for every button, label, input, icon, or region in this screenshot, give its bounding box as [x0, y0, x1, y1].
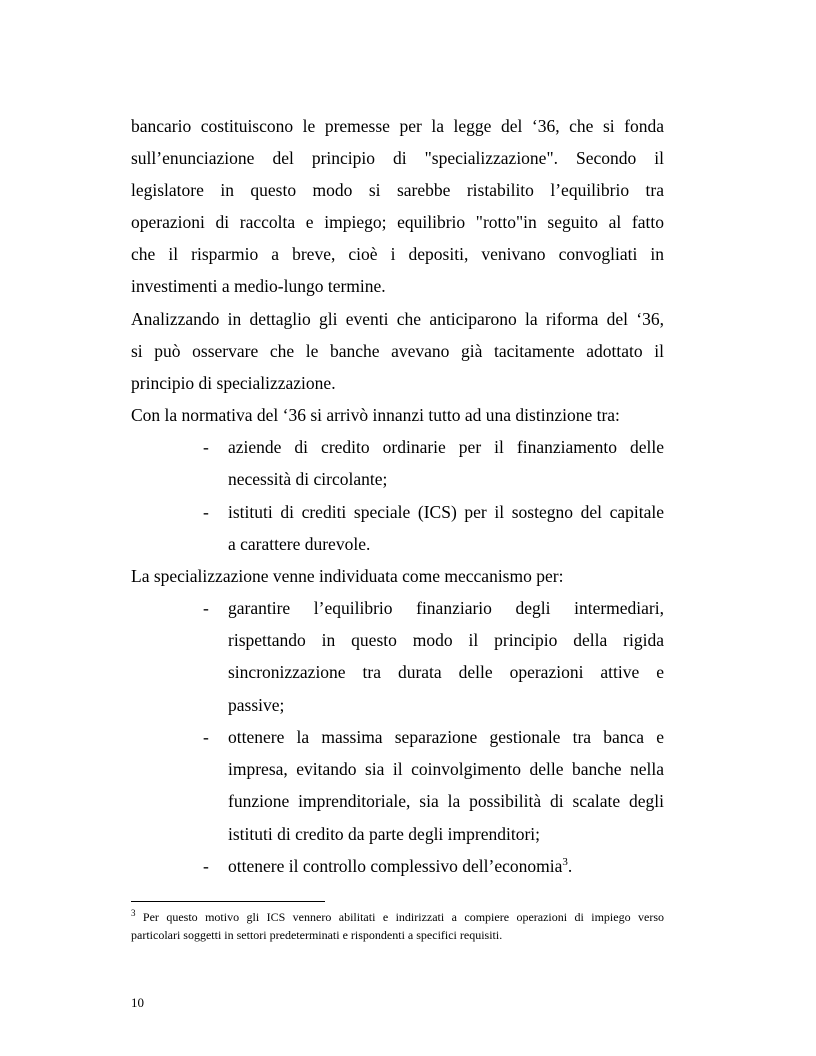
list-item-line: sincronizzazione tra durata delle operazioni attive e — [228, 662, 664, 682]
body-line: si può osservare che le banche avevano già tacitamente adottato il — [131, 341, 664, 361]
list-item-line: garantire l’equilibrio finanziario degli intermediari, — [228, 598, 664, 618]
list-item-line — [228, 856, 572, 879]
list-item-line: istituti di crediti speciale (ICS) per il sostegno del capitale — [228, 502, 664, 522]
body-line: operazioni di raccolta e impiego; equilibrio "rotto"in seguito al fatto — [131, 212, 664, 232]
list-item-line: istituti di credito da parte degli imprenditori; — [228, 824, 541, 844]
footnote-reference: 3 — [562, 856, 568, 868]
footnote-text: Per questo motivo gli ICS vennero abilitati e indirizzati a compiere operazioni di impiego verso — [142, 910, 664, 924]
list-bullet: - — [203, 856, 209, 876]
list-item-line: aziende di credito ordinarie per il finanziamento delle — [228, 437, 664, 457]
list-item-line: impresa, evitando sia il coinvolgimento delle banche nella — [228, 759, 664, 779]
body-line: bancario costituiscono le premesse per la legge del ‘36, che si fonda — [131, 116, 664, 136]
footnote-separator — [131, 901, 325, 902]
list-item-line: ottenere la massima separazione gestionale tra banca e — [228, 727, 664, 747]
body-line: La specializzazione venne individuata come meccanismo per: — [131, 566, 564, 586]
body-line: sull’enunciazione del principio di "specializzazione". Secondo il — [131, 148, 664, 168]
list-bullet: - — [203, 502, 209, 522]
body-line: principio di specializzazione. — [131, 373, 336, 393]
list-item-line: funzione imprenditoriale, sia la possibilità di scalate degli — [228, 791, 664, 811]
list-bullet: - — [203, 727, 209, 747]
final-period: . — [567, 856, 573, 876]
list-bullet: - — [203, 598, 209, 618]
list-item-line: necessità di circolante; — [228, 469, 388, 489]
body-line: che il risparmio a breve, cioè i depositi, venivano convogliati in — [131, 244, 664, 264]
list-item-line: passive; — [228, 695, 285, 715]
body-line: legislatore in questo modo si sarebbe ristabilito l’equilibrio tra — [131, 180, 664, 200]
list-item-text: ottenere il controllo complessivo dell’economia — [228, 856, 563, 876]
body-line: Analizzando in dettaglio gli eventi che anticiparono la riforma del ‘36, — [131, 309, 664, 329]
footnote-line: particolari soggetti in settori predeterminati e rispondenti a specifici requisiti. — [131, 928, 503, 942]
footnote-line — [131, 909, 664, 926]
list-bullet: - — [203, 437, 209, 457]
body-line: Con la normativa del ‘36 si arrivò innanzi tutto ad una distinzione tra: — [131, 405, 620, 425]
footnote-marker: 3 — [131, 908, 136, 918]
page-number: 10 — [131, 995, 144, 1010]
body-line: investimenti a medio-lungo termine. — [131, 276, 386, 296]
list-item-line: a carattere durevole. — [228, 534, 371, 554]
list-item-line: rispettando in questo modo il principio della rigida — [228, 630, 664, 650]
